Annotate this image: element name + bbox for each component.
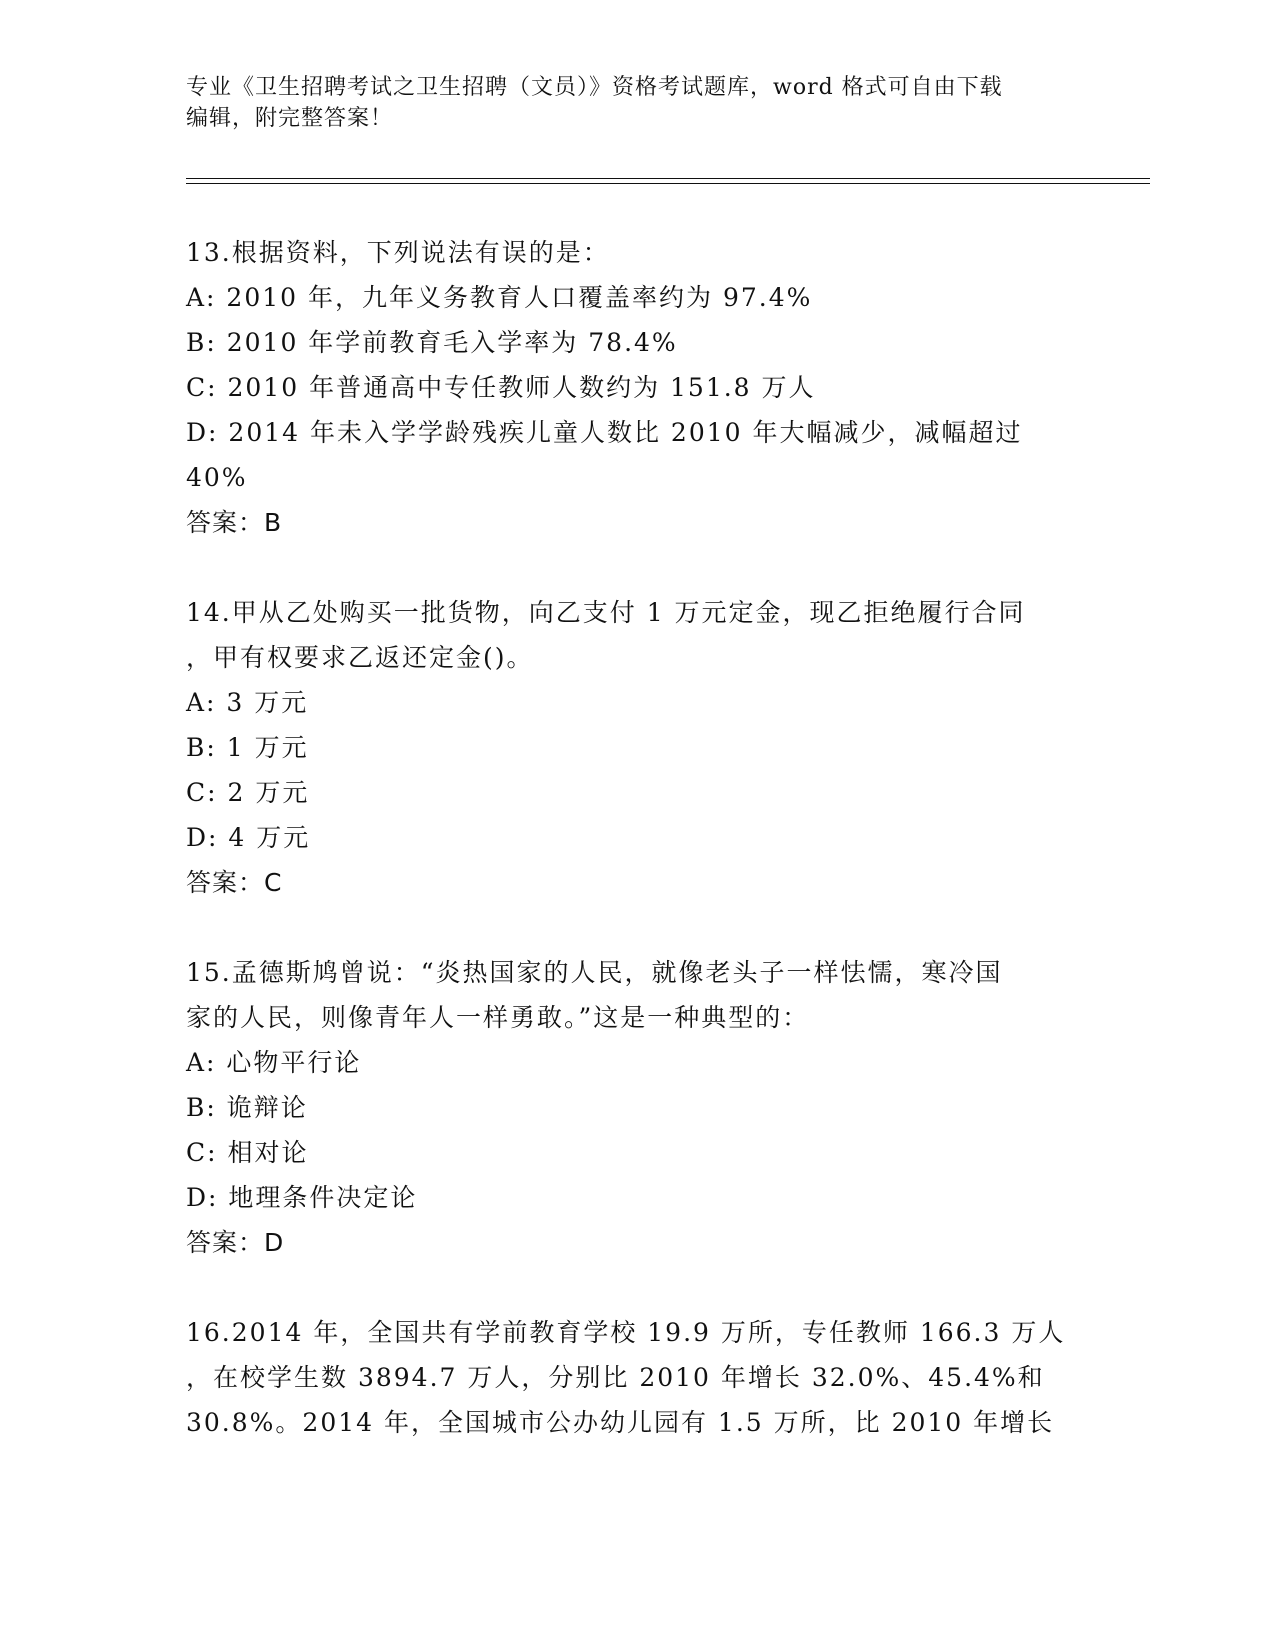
option-d-continued: 40%: [186, 463, 248, 492]
question-stem-continued: ，在校学生数 3894.7 万人，分别比 2010 年增长 32.0%、45.4%和: [186, 1363, 1045, 1392]
question-stem-continued: ，甲有权要求乙返还定金()。: [186, 643, 534, 672]
question-14: [186, 590, 1086, 905]
question-stem: 15.孟德斯鸠曾说：“炎热国家的人民，就像老头子一样怯懦，寒冷国: [186, 958, 1003, 987]
question-list: [186, 230, 1086, 1445]
header-rule-top: [186, 178, 1150, 179]
question-15: [186, 950, 1086, 1265]
header-line-1: 专业《卫生招聘考试之卫生招聘（文员）》资格考试题库，word 格式可自由下载: [186, 75, 1003, 100]
option-c: C: 相对论: [186, 1138, 309, 1167]
question-stem-continued: 30.8%。2014 年，全国城市公办幼儿园有 1.5 万所，比 2010 年增长: [186, 1408, 1055, 1437]
question-16: [186, 1310, 1086, 1445]
header-rule-bottom: [186, 183, 1150, 184]
option-d: D: 地理条件决定论: [186, 1183, 418, 1212]
answer: 答案：C: [186, 868, 283, 897]
answer: 答案：B: [186, 508, 283, 537]
option-b: B: 1 万元: [186, 733, 309, 762]
option-a: A: 3 万元: [186, 688, 309, 717]
option-b: B: 2010 年学前教育毛入学率为 78.4%: [186, 328, 678, 357]
option-b: B: 诡辩论: [186, 1093, 308, 1122]
question-stem-continued: 家的人民，则像青年人一样勇敢。”这是一种典型的：: [186, 1003, 810, 1032]
question-13: [186, 230, 1086, 545]
answer: 答案：D: [186, 1228, 285, 1257]
option-d: D: 4 万元: [186, 823, 311, 852]
option-c: C: 2 万元: [186, 778, 310, 807]
option-c: C: 2010 年普通高中专任教师人数约为 151.8 万人: [186, 373, 816, 402]
spacer: [186, 545, 1086, 590]
header-line-2: 编辑，附完整答案！: [186, 106, 394, 131]
document-header: [186, 72, 1066, 134]
spacer: [186, 1265, 1086, 1310]
option-a: A: 2010 年，九年义务教育人口覆盖率约为 97.4%: [186, 283, 813, 312]
spacer: [186, 905, 1086, 950]
option-d: D: 2014 年未入学学龄残疾儿童人数比 2010 年大幅减少，减幅超过: [186, 418, 1023, 447]
question-stem: 13.根据资料，下列说法有误的是：: [186, 238, 610, 267]
question-stem: 14.甲从乙处购买一批货物，向乙支付 1 万元定金，现乙拒绝履行合同: [186, 598, 1026, 627]
question-stem: 16.2014 年，全国共有学前教育学校 19.9 万所，专任教师 166.3 万人: [186, 1318, 1066, 1347]
option-a: A: 心物平行论: [186, 1048, 362, 1077]
